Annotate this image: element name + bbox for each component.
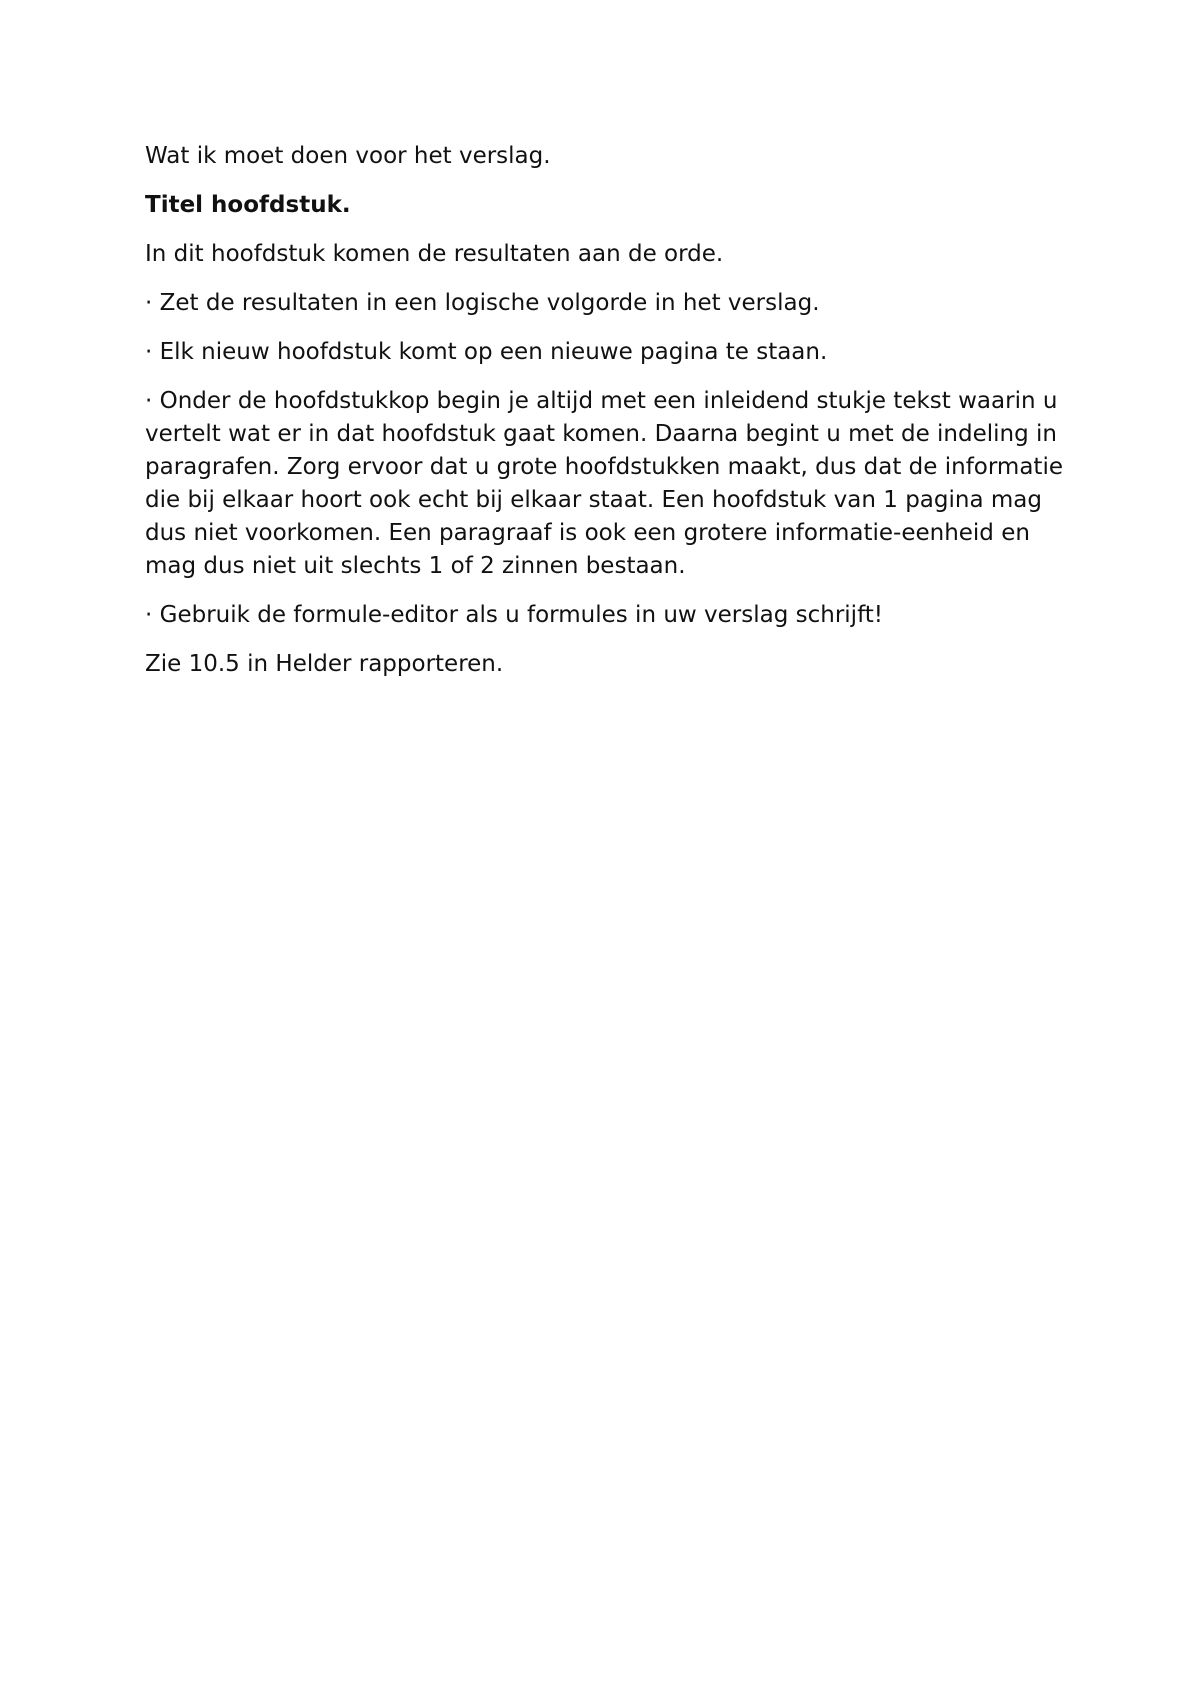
lead-paragraph: In dit hoofdstuk komen de resultaten aan de orde. [145,241,724,267]
document-body [145,140,1085,697]
bullet-item: · Gebruik de formule-editor als u formules in uw verslag schrijft! [145,602,883,628]
chapter-title: Titel hoofdstuk. [145,192,351,218]
reference-line: Zie 10.5 in Helder rapporteren. [145,651,504,677]
intro-line: Wat ik moet doen voor het verslag. [145,143,551,169]
bullet-item: · Zet de resultaten in een logische volgorde in het verslag. [145,290,820,316]
bullet-item: · Onder de hoofdstukkop begin je altijd met een inleidend stukje tekst waarin u vertelt wat er in dat hoofdstuk gaat komen. Daarna begint u met de indeling in paragrafen. Zorg ervoor dat u grote hoofdstukken maakt, dus dat de informatie die bij elkaar hoort ook echt bij elkaar staat. Een hoofdstuk van 1 pagina mag dus niet voorkomen. Een paragraaf is ook een grotere informatie-eenheid en mag dus niet uit slechts 1 of 2 zinnen bestaan. [145,388,1063,579]
bullet-item: · Elk nieuw hoofdstuk komt op een nieuwe pagina te staan. [145,339,828,365]
